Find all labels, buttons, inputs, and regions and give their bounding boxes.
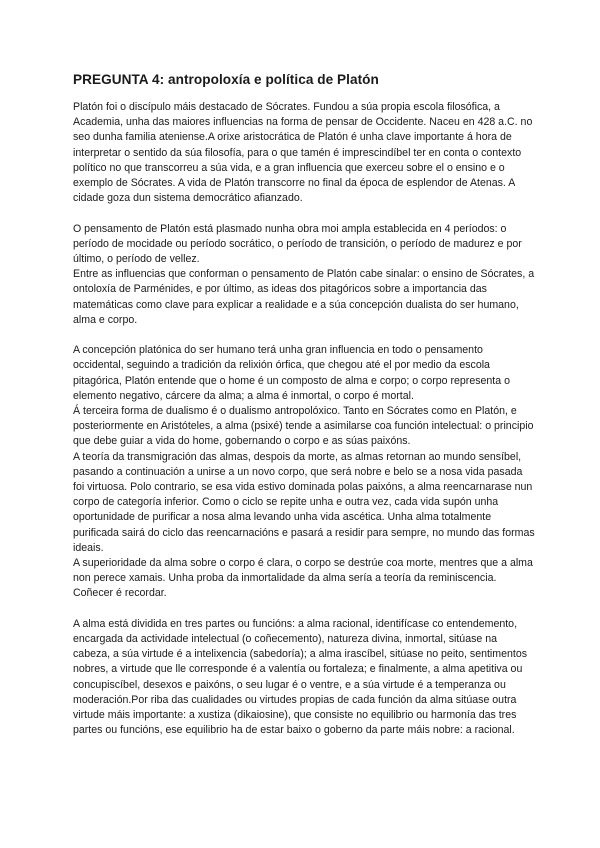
paragraph-gap — [73, 206, 535, 221]
paragraph-human-conception: A concepción platónica do ser humano terá unha gran influencia en todo o pensamento occidental, seguindo a tradición da relixión órfica, que chegou até el por medio da escola pitagórica, Platón entende que o home é un composto de alma e corpo; o corpo representa o elemento negativo, cárcere da alma; a alma é inmortal, o corpo é mortal. — [73, 344, 510, 402]
paragraph-soul-parts: A alma está dividida en tres partes ou funcións: a alma racional, identifícase co entendemento, encargada da actividade intelectual (o coñecemento), natureza divina, inmortal, sitúase na cabeza, a súa virtude é a intelixencia (sabedoría); a alma irascíbel, sitúase no peito, sentimentos nobres, a virtude que lle corresponde é a valentía ou fortaleza; e finalmente, a alma apetitiva ou concupiscíbel, desexos e paixóns, o seu lugar é o ventre, e a súa virtude é a temperanza ou moderación.Por riba das cualidades ou virtudes propias de cada función da alma sitúase outra virtude máis importante: a xustiza (dikaiosine), que consiste no equilibrio ou harmonía das tres partes ou funcións, ese equilibrio ha de estar baixo o goberno da parte máis nobre: a racional. — [73, 617, 528, 737]
paragraph-anthropological-dualism: Á terceira forma de dualismo é o dualismo antropolóxico. Tanto en Sócrates como en Platón, e posteriormente en Aristóteles, a alma (psixé) tende a asimilarse coa función intelectual: o principio que debe guiar a vida do home, gobernando o corpo e as súas paixóns. — [73, 405, 534, 448]
paragraph-periods: O pensamento de Platón está plasmado nunha obra moi ampla establecida en 4 períodos: o período de mocidade ou período socrático, o período de transición, o período de madurez e por último, o período de vellez. — [73, 222, 522, 266]
paragraph-biography: Platón foi o discípulo máis destacado de Sócrates. Fundou a súa propia escola filosófica, a Academia, unha das maiores influencias na forma de pensar de Occidente. Naceu en 428 a.C. no seo dunha familia ateniense.A orixe aristocrática de Platón é unha clave importante á hora de interpretar o sentido da súa filosofía, para o que tamén é imprescindíbel ter en conta o contexto político no que transcorreu a súa vida, e a gran influencia que exerceu sobre el o ensino e o exemplo de Sócrates. A vida de Platón transcorre no final da época de esplendor de Atenas. A cidade goza dun sistema democrático afianzado. — [73, 101, 533, 205]
paragraph-gap — [73, 328, 535, 343]
paragraph-transmigration: A teoría da transmigración das almas, despois da morte, as almas retornan ao mundo sensíbel, pasando a continuación a unirse a un novo corpo, que será nobre e belo se a nosa vida pasada foi virtuosa. Polo contrario, se esa vida estivo dominada polas paixóns, a alma reencarnarase nun corpo de categoría inferior. Como o ciclo se repite unha e outra vez, cada vida supón unha oportunidade de purificar a nosa alma levando unha vida ascética. Unha alma totalmente purificada sairá do ciclo das reencarnacións e pasará a residir para sempre, no mundo das formas ideais. — [73, 450, 535, 554]
paragraph-soul-superiority: A superioridade da alma sobre o corpo é clara, o corpo se destrúe coa morte, mentres que a alma non perece xamais. Unha proba da inmortalidade da alma sería a teoría da reminiscencia. Coñecer é recordar. — [73, 557, 533, 600]
paragraph-gap — [73, 602, 535, 617]
document-body — [73, 100, 535, 738]
paragraph-influences: Entre as influencias que conforman o pensamento de Platón cabe sinalar: o ensino de Sócrates, a ontoloxía de Parménides, e por último, as ideas dos pitagóricos sobre a importancia das matemáticas como clave para explicar a realidade e a súa concepción dualista do ser humano, alma e corpo. — [73, 268, 535, 326]
page-title: PREGUNTA 4: antropoloxía e política de Platón — [73, 72, 379, 87]
